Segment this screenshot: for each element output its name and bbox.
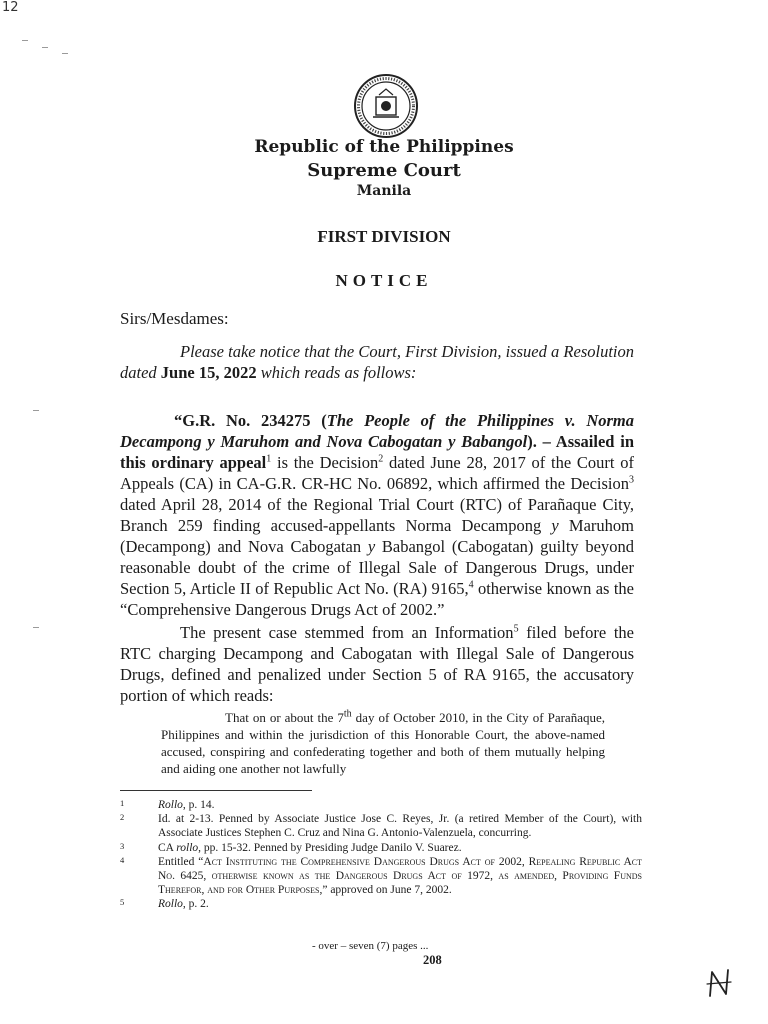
footnote-ref: 4 [468,579,474,591]
quote-text-1: That on or about the 7 [225,710,344,725]
division-heading: FIRST DIVISION [317,227,451,246]
supreme-court-seal-icon [353,73,419,139]
salutation: Sirs/Mesdames: [120,309,229,328]
handwritten-page-mark: 12 [2,0,19,15]
footnote-text: ,” approved on June 7, 2002. [319,884,452,897]
footnote-text: , p. 14. [182,799,215,811]
footnote-text: Id. at 2-13. Penned by Associate Justice Jose C. Reyes, Jr. (a retired Member of the Court), with Associate Justices Stephen C. Cruz and Nina G. Antonio-Valenzuela, concurring. [158,813,642,840]
footnote-text: , pp. 15-32. Penned by Presiding Judge Danilo V. Suarez. [198,841,462,854]
case-number: “G.R. No. 234275 ( [174,411,327,430]
city-heading: Manila [356,183,412,199]
footnote-number: 2 [120,812,125,823]
footnote-number: 5 [120,897,125,908]
case-text-7: otherwise known as the “Comprehensive Dangerous Drugs Act of 2002.” [120,579,634,619]
footnote-ref: 2 [378,453,384,465]
footnote-ref: 3 [629,474,634,486]
case-text-4: dated April 28, 2014 of the Regional Trial Court (RTC) of Parañaque City, Branch 259 finding accused-appellants Norma Decampong [120,495,634,535]
footnote-item [120,798,642,812]
quote-text-2: day of October 2010, in the City of Parañaque, Philippines and within the jurisdiction of this Honorable Court, the above-named accused, conspiring and confederating together and both of them mutually helping and aiding one another not lawfully [161,710,605,776]
case-text-2: is the Decision [271,453,379,472]
case-paragraph [120,410,634,620]
notice-title: NOTICE [335,271,433,290]
case-text-y: y [367,537,376,556]
information-paragraph [120,622,634,706]
footnote-item [120,897,642,911]
footnote-number: 3 [120,840,125,851]
footnote-number: 1 [120,798,125,808]
footnote-number: 4 [120,854,125,865]
footnote-text: , p. 2. [182,898,209,911]
footnote-text: CA [158,841,177,854]
scan-speck [22,40,28,41]
footnote-text: Act Instituting the Comprehensive Dangerous Drugs Act of 2002, Repealing Republic Act No. 6425, otherwise known as the Dangerous Drugs Act of 1972, as amended, Providing Funds Therefor, and for Other Purposes [158,855,643,897]
continuation-note: - over – seven (7) pages ... [312,940,429,952]
case-text-5: Maruhom (Decampong) and Nova Cabogatan [120,516,635,556]
republic-heading: Republic of the Philippines [254,137,514,157]
footnote-text: Rollo [158,898,183,911]
footnote-ref: 5 [513,623,519,635]
intro-text: Please take notice that the Court, First Division, issued a Resolution dated [120,342,634,382]
footnote-item [120,812,642,840]
handwritten-initial-icon [704,966,734,1000]
footnote-item [120,841,642,855]
case-text-1: ). – Assailed in this ordinary appeal [120,432,634,472]
footnote-text: rollo [176,841,199,854]
case-text-3: dated June 28, 2017 of the Court of Appeals (CA) in CA-G.R. CR-HC No. 06892, which affirmed the Decision [120,453,634,493]
footnote-separator [120,790,312,791]
intro-text-end: which reads as follows: [256,363,417,382]
para2-text-1: The present case stemmed from an Information [180,623,514,642]
scan-speck [33,627,39,628]
resolution-date: June 15, 2022 [160,363,257,382]
case-text-y: y [551,516,559,535]
intro-paragraph [120,341,634,383]
scan-speck [33,410,39,411]
para2-text-2: filed before the RTC charging Decampong and Cabogatan with Illegal Sale of Dangerous Drugs, defined and penalized under Section 5 of RA 9165, the accusatory portion of which reads: [120,623,635,705]
case-text-6: Babangol (Cabogatan) guilty beyond reasonable doubt of the crime of Illegal Sale of Dangerous Drugs, under Section 5, Article II of Republic Act No. (RA) 9165, [120,537,634,598]
accusatory-quote [161,709,605,777]
court-heading: Supreme Court [307,160,461,181]
case-title: The People of the Philippines v. Norma Decampong y Maruhom and Nova Cabogatan y Babangol [120,411,634,451]
scan-speck [62,53,68,54]
footnote-text: Rollo [158,799,183,811]
footnote-text: Entitled “ [158,855,204,868]
footnote-item [120,855,642,898]
footnote-ref: 1 [266,453,272,465]
footnotes [120,798,642,912]
page-number: 208 [423,953,442,967]
scan-speck [42,47,48,48]
ordinal-suffix: th [343,708,352,720]
